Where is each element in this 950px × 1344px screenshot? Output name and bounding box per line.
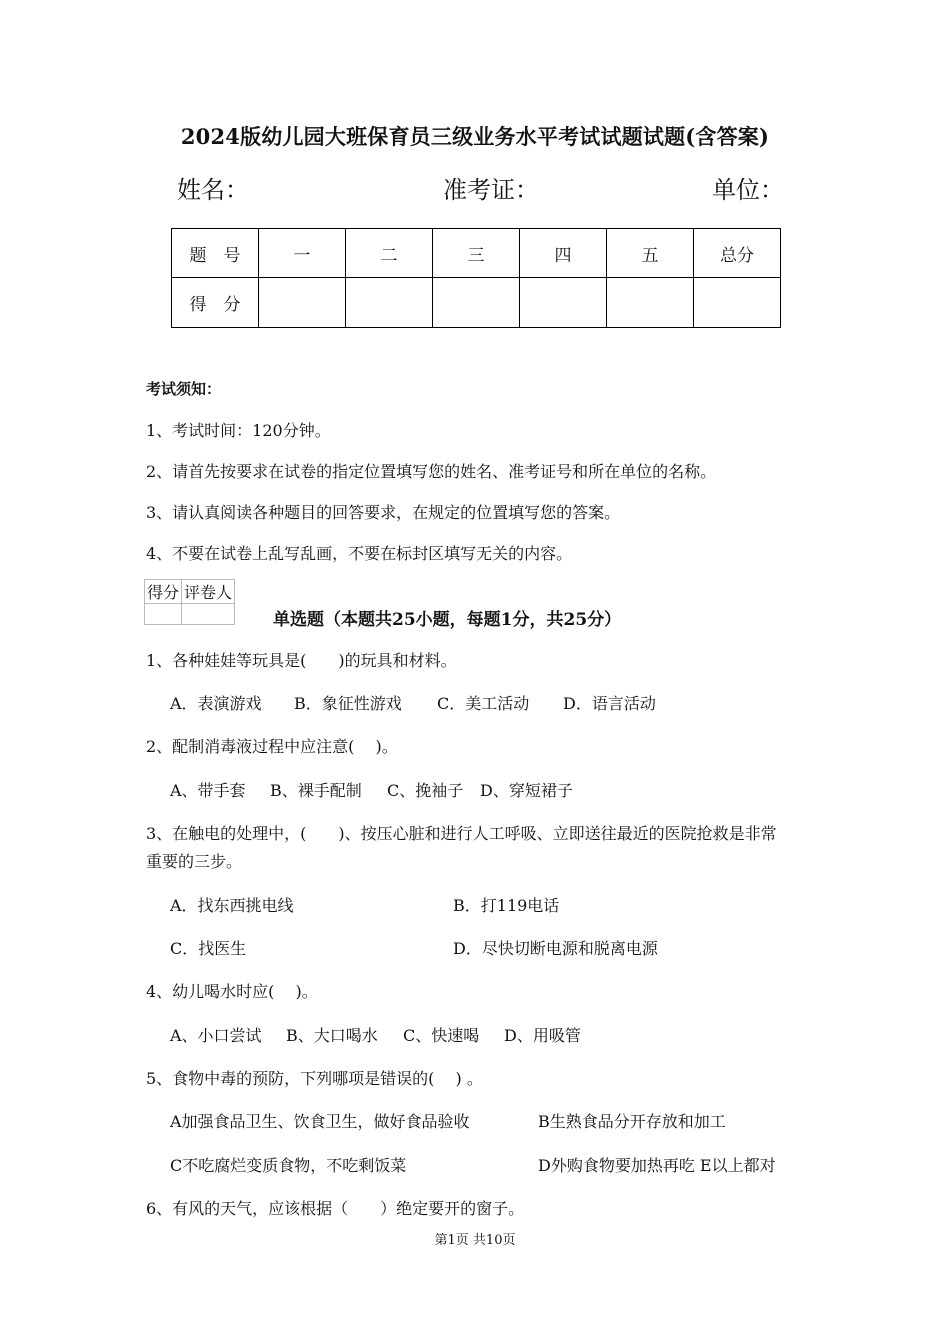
question-stem: 6、有风的天气，应该根据（ ）绝定要开的窗子。 [146, 1199, 525, 1218]
answer-option[interactable]: C不吃腐烂变质食物，不吃剩饭菜 [170, 1156, 407, 1175]
answer-option[interactable]: C．找医生 [170, 939, 247, 958]
score-cell[interactable] [433, 278, 520, 328]
score-header-cell: 总分 [694, 229, 781, 278]
answer-option[interactable]: D．尽快切断电源和脱离电源 [453, 939, 658, 958]
question-stem: 5、食物中毒的预防，下列哪项是错误的( ) 。 [146, 1069, 483, 1088]
answer-option[interactable]: A、带手套 [170, 781, 246, 800]
notice-item: 3、请认真阅读各种题目的回答要求，在规定的位置填写您的答案。 [146, 503, 621, 522]
answer-option[interactable]: C、挽袖子 [387, 781, 464, 800]
grader-box [144, 579, 235, 625]
grader-score-cell[interactable] [145, 604, 182, 625]
score-header-cell: 四 [520, 229, 607, 278]
grader-reviewer-cell[interactable] [182, 604, 235, 625]
notice-item: 4、不要在试卷上乱写乱画，不要在标封区填写无关的内容。 [146, 544, 573, 563]
grader-reviewer-label: 评卷人 [182, 580, 235, 604]
score-cell[interactable] [259, 278, 346, 328]
answer-option[interactable]: D．语言活动 [563, 694, 656, 713]
grader-score-label: 得分 [145, 580, 182, 604]
score-cell[interactable] [520, 278, 607, 328]
answer-option[interactable]: A．表演游戏 [170, 694, 262, 713]
section-title: 单选题（本题共25小题，每题1分，共25分） [273, 610, 622, 630]
exam-id-field-label: 准考证： [443, 176, 539, 204]
score-table-header-row [172, 229, 781, 278]
score-table [171, 228, 781, 328]
name-field-label: 姓名： [177, 176, 249, 204]
answer-option[interactable]: D、用吸管 [504, 1026, 581, 1045]
answer-option[interactable]: A加强食品卫生、饮食卫生，做好食品验收 [170, 1112, 470, 1131]
answer-option[interactable]: A、小口尝试 [170, 1026, 262, 1045]
unit-field-label: 单位： [712, 176, 784, 204]
question-stem-continued: 重要的三步。 [146, 852, 243, 871]
answer-option[interactable]: C、快速喝 [403, 1026, 480, 1045]
answer-option[interactable]: D外购食物要加热再吃 E以上都对 [538, 1156, 776, 1175]
question-stem: 1、各种娃娃等玩具是( )的玩具和材料。 [146, 651, 457, 670]
answer-option[interactable]: C．美工活动 [437, 694, 530, 713]
score-header-cell: 二 [346, 229, 433, 278]
question-stem: 2、配制消毒液过程中应注意( )。 [146, 737, 398, 756]
exam-title: 2024版幼儿园大班保育员三级业务水平考试试题试题(含答案) [180, 124, 770, 149]
score-header-cell: 一 [259, 229, 346, 278]
notice-item: 2、请首先按要求在试卷的指定位置填写您的姓名、准考证号和所在单位的名称。 [146, 462, 717, 481]
score-header-cell: 三 [433, 229, 520, 278]
score-cell[interactable] [694, 278, 781, 328]
question-stem: 4、幼儿喝水时应( )。 [146, 982, 318, 1001]
answer-option[interactable]: B生熟食品分开存放和加工 [538, 1112, 726, 1131]
score-header-cell: 题 号 [172, 229, 259, 278]
notice-heading: 考试须知： [146, 380, 222, 398]
score-header-cell: 五 [607, 229, 694, 278]
page-footer: 第1页 共10页 [434, 1233, 516, 1248]
answer-option[interactable]: D、穿短裙子 [480, 781, 573, 800]
question-stem: 3、在触电的处理中，( )、按压心脏和进行人工呼吸、立即送往最近的医院抢救是非常 [146, 824, 777, 843]
answer-option[interactable]: B．打119电话 [453, 896, 560, 915]
score-table-score-row [172, 278, 781, 328]
score-cell[interactable] [346, 278, 433, 328]
answer-option[interactable]: B、裸手配制 [270, 781, 362, 800]
notice-item: 1、考试时间：120分钟。 [146, 421, 331, 440]
score-cell[interactable] [607, 278, 694, 328]
score-row-label: 得 分 [172, 278, 259, 328]
answer-option[interactable]: B、大口喝水 [286, 1026, 378, 1045]
answer-option[interactable]: A．找东西挑电线 [170, 896, 294, 915]
answer-option[interactable]: B．象征性游戏 [294, 694, 402, 713]
